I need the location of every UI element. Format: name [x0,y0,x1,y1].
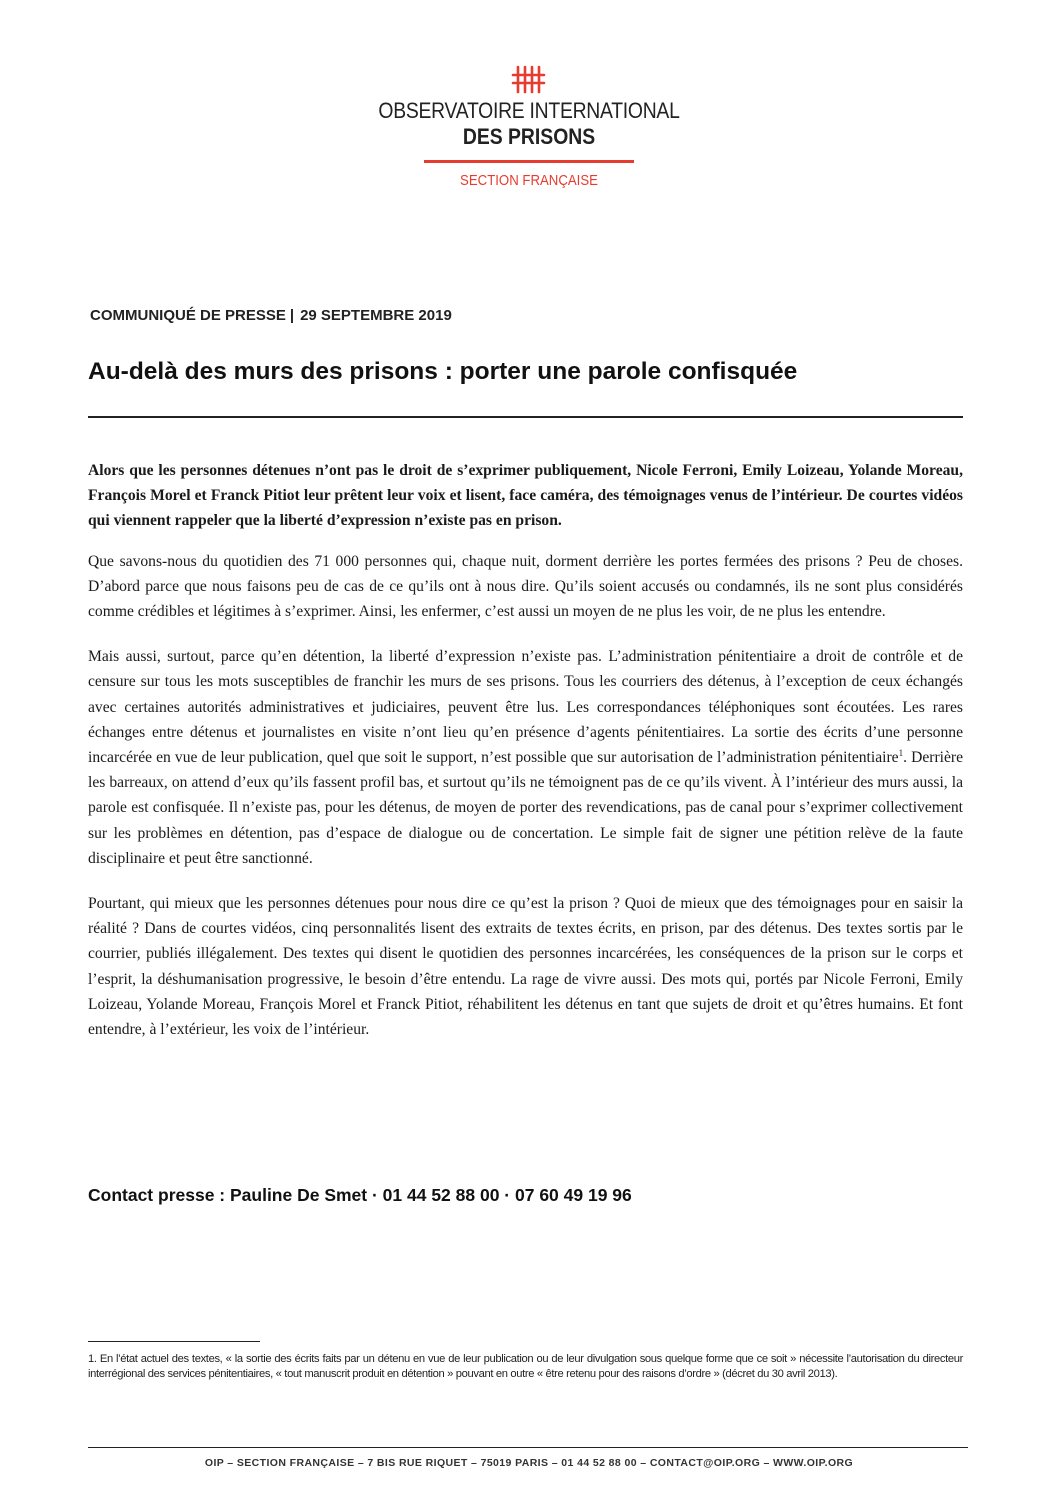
body-paragraph-1: Que savons-nous du quotidien des 71 000 personnes qui, chaque nuit, dorment derrière les portes fermées des prisons ? Peu de choses. D’abord parce que nous faisons peu de cas de ce qu’ils ont à nous dire. Qu’ils soient accusés ou condamnés, ils ne sont plus considérés comme crédibles et légitimes à s’exprimer. Ainsi, les enfermer, c’est aussi un moyen de ne plus les voir, de ne plus les entendre. [88,552,963,621]
logo-divider [424,160,634,163]
kicker-label: COMMUNIQUÉ DE PRESSE [90,307,286,324]
footer-divider [88,1447,968,1448]
oip-logo [0,64,1058,190]
lead-paragraph: Alors que les personnes détenues n’ont pas le droit de s’exprimer publiquement, Nicole Ferroni, Emily Loizeau, Yolande Moreau, François Morel et Franck Pitiot leur prêtent leur voix et lisent, face caméra, des témoignages venus de l’intérieur. De courtes vidéos qui viennent rappeler que la liberté d’expression n’existe pas en prison. [88,462,963,530]
prison-bars-icon [509,64,549,94]
page-title: Au-delà des murs des prisons : porter une parole confisquée [88,358,798,385]
logo-title-line1: OBSERVATOIRE INTERNATIONAL [378,98,680,123]
footnote-divider [88,1341,260,1342]
article-body [88,458,963,1062]
footnote-ref: 1 [898,747,904,758]
release-date: 29 SEPTEMBRE 2019 [300,307,452,324]
paragraph-2-text-a: Mais aussi, surtout, parce qu’en détention, la liberté d’expression n’existe pas. L’administration pénitentiaire a droit de contrôle et de censure sur tous les mots susceptibles de franchir les murs de ses prisons. Tous les courriers des détenus, à l’exception de ceux échangés avec certaines autorités administratives et judiciaires, peuvent être lus. Les correspondances téléphoniques sont écoutées. Les rares échanges entre détenus et journalistes en visite n’ont lieu qu’en présence d’agents pénitentiaires. La sortie des écrits d’une personne incarcérée en vue de leur publication, quel que soit le support, n’est possible que sur autorisation de l’administration pénitentiaire [88,648,963,767]
kicker-separator: | [289,307,295,324]
body-paragraph-2 [88,644,963,871]
logo-title-line2: DES PRISONS [462,124,596,149]
press-release-kicker [90,307,452,324]
logo-subtitle: SECTION FRANÇAISE [460,172,598,189]
footnote: 1. En l’état actuel des textes, « la sortie des écrits faits par un détenu en vue de leur publication ou de leur divulgation sous quelque forme que ce soit » nécessite l’autorisation du directeur interrégional des services pénitentiaires, « tout manuscrit produit en détention » pouvant en outre « être retenu pour des raisons d’ordre » (décret du 30 avril 2013). [88,1353,963,1380]
page-footer: OIP – SECTION FRANÇAISE – 7 BIS RUE RIQUET – 75019 PARIS – 01 44 52 88 00 – CONTACT@OIP.ORG – WWW.OIP.ORG [204,1457,854,1469]
title-divider [88,416,963,418]
paragraph-2-text-b: . Derrière les barreaux, on attend d’eux qu’ils fassent profil bas, et surtout qu’ils ne témoignent pas de ce qu’ils vivent. À l’intérieur des murs aussi, la parole est confisquée. Il n’existe pas, pour les détenus, de moyen de porter des revendications, pas de canal pour s’exprimer collectivement sur les problèmes en détention, pas d’espace de dialogue ou de concertation. Le simple fait de signer une pétition relève de la faute disciplinaire et peut être sanctionné. [88,749,964,867]
body-paragraph-3: Pourtant, qui mieux que les personnes détenues pour nous dire ce qu’est la prison ? Quoi de mieux que des témoignages pour en saisir la réalité ? Dans de courtes vidéos, cinq personnalités lisent des extraits de textes écrits, en prison, par des détenus. Des textes sortis par le courrier, publiés illégalement. Des textes qui disent le quotidien des personnes incarcérées, les conséquences de la prison sur le corps et l’esprit, la déshumanisation progressive, le besoin d’être entendu. La rage de vivre aussi. Des mots qui, portés par Nicole Ferroni, Emily Loizeau, Yolande Moreau, François Morel et Franck Pitiot, réhabilitent les détenus en tant que sujets de droit et qu’êtres humains. Et font entendre, à l’extérieur, les voix de l’intérieur. [88,895,963,1039]
press-contact: Contact presse : Pauline De Smet · 01 44 52 88 00 · 07 60 49 19 96 [88,1185,632,1205]
